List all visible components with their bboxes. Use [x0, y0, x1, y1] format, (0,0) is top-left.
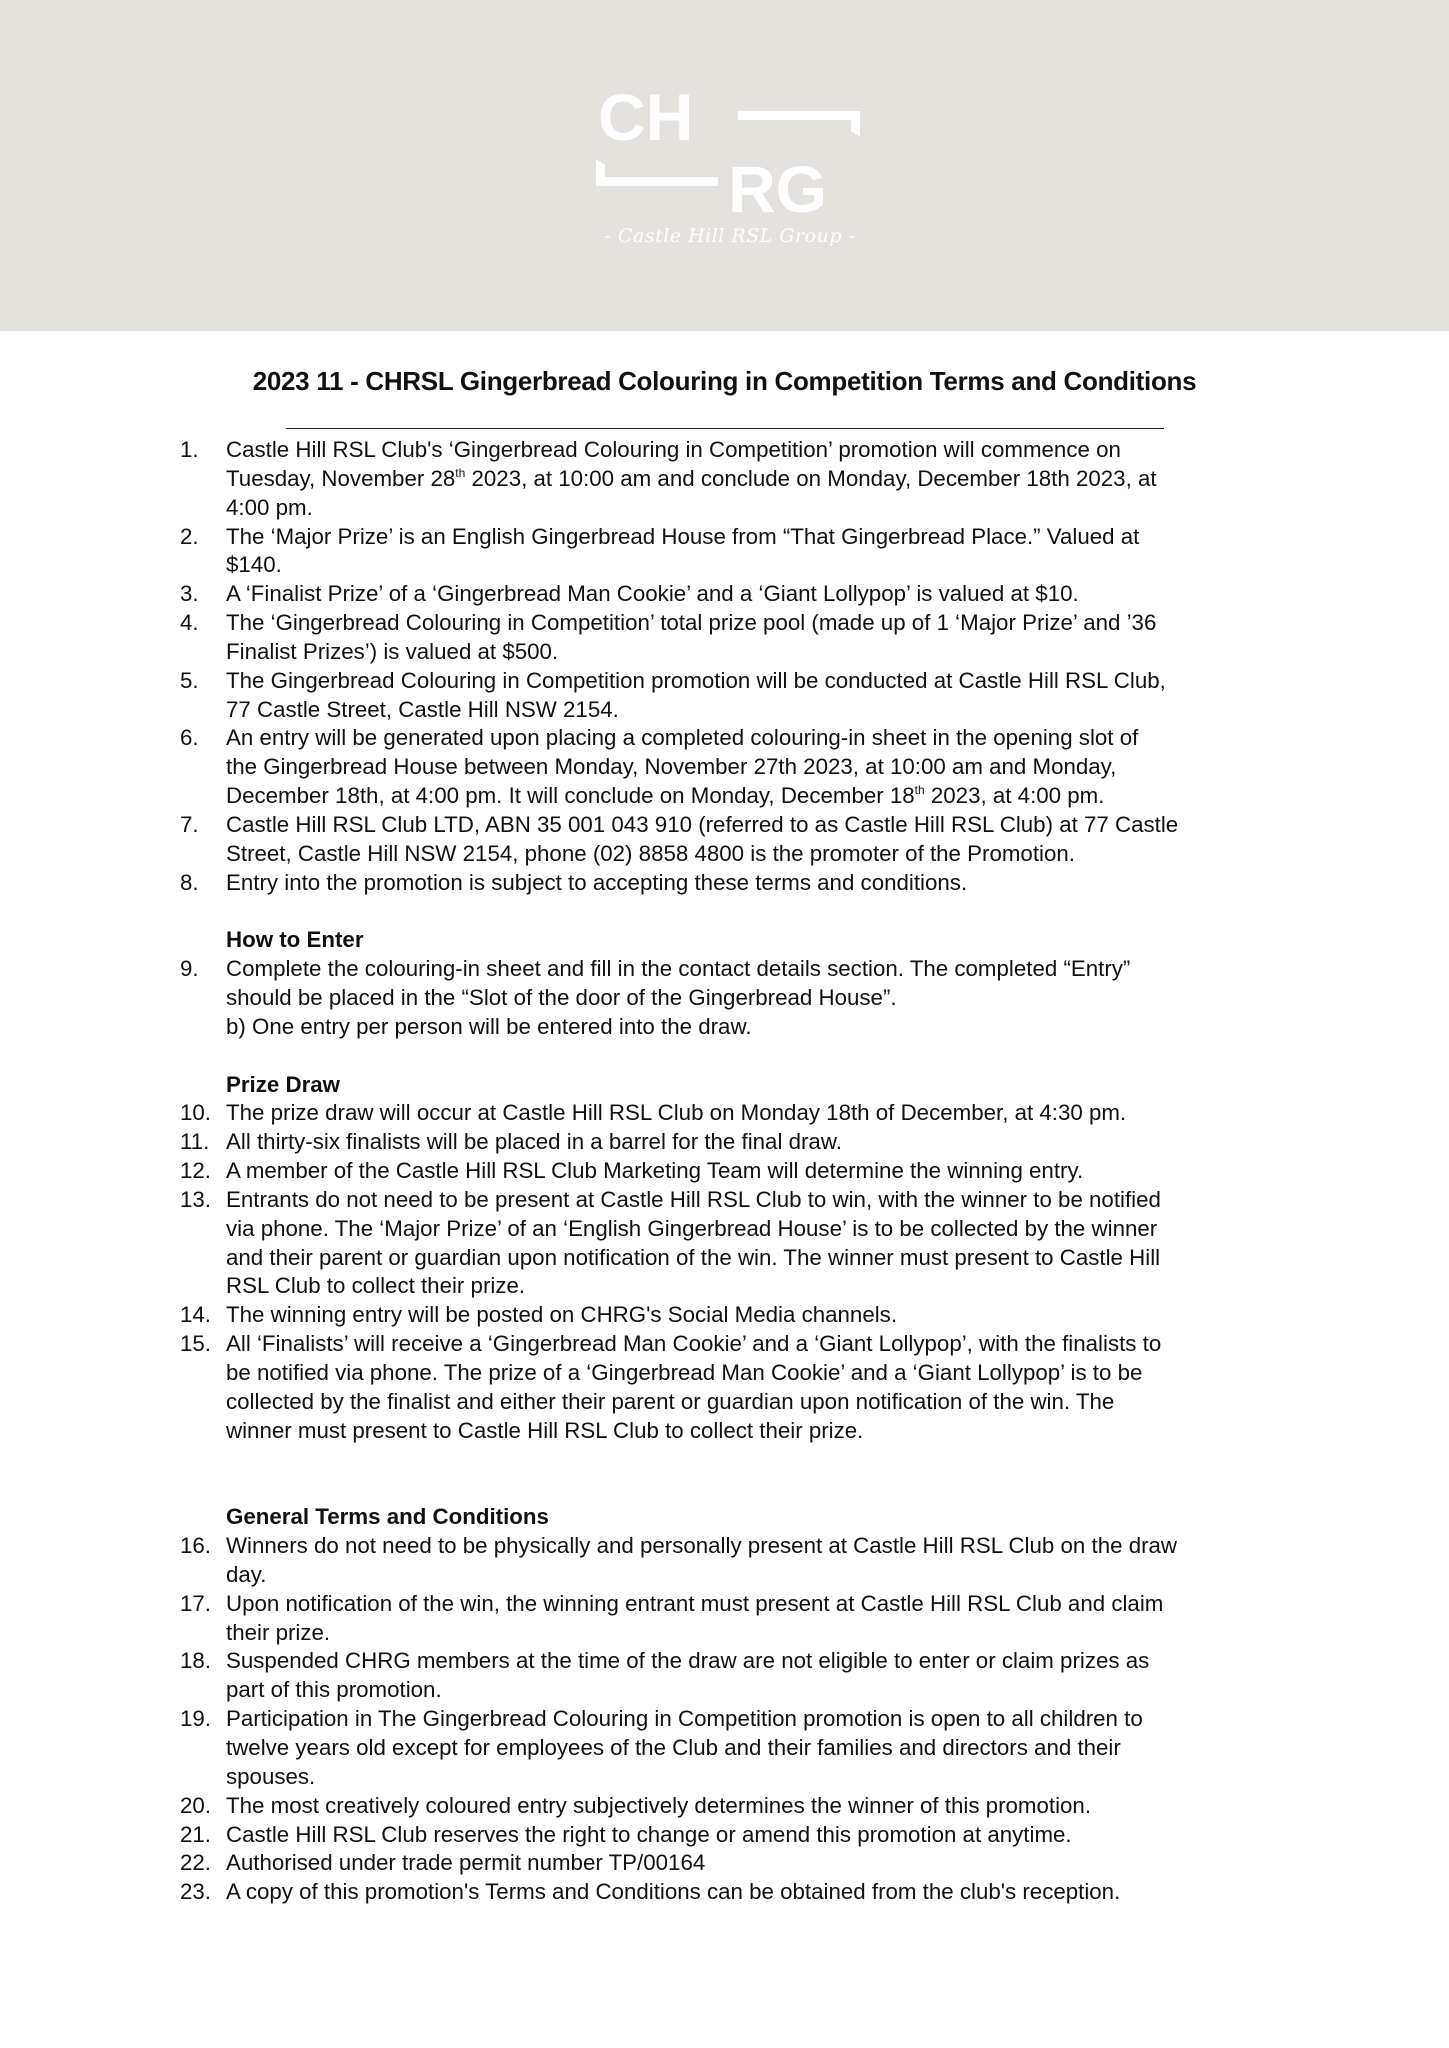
term-line: [0, 1388, 1449, 1417]
term-item: [0, 1849, 1449, 1878]
section-heading-row: [0, 1071, 1449, 1100]
term-line: [0, 1272, 1449, 1301]
header-band: [0, 0, 1449, 331]
term-number: 8.: [180, 869, 199, 895]
text-segment: Entry into the promotion is subject to accepting these terms and conditions.: [226, 869, 968, 895]
text-segment: should be placed in the “Slot of the door of the Gingerbread House”.: [226, 985, 897, 1011]
text-segment: the Gingerbread House between Monday, November 27th 2023, at 10:00 am and Monday,: [226, 754, 1117, 780]
section-heading-row: [0, 926, 1449, 955]
term-line: [0, 724, 1449, 753]
section-heading-row: [0, 1503, 1449, 1532]
term-line: [0, 1532, 1449, 1561]
term-item: [0, 724, 1449, 811]
text-segment: 2023, at 10:00 am and conclude on Monday, December 18th 2023, at: [465, 465, 1157, 491]
text-segment: A copy of this promotion's Terms and Conditions can be obtained from the club's reception.: [226, 1879, 1121, 1905]
term-item: [0, 869, 1449, 898]
term-line: [0, 1359, 1449, 1388]
term-line: [0, 753, 1449, 782]
term-line: [0, 1186, 1449, 1215]
text-segment: their prize.: [226, 1619, 331, 1645]
term-item: [0, 955, 1449, 1042]
text-segment: A ‘Finalist Prize’ of a ‘Gingerbread Man Cookie’ and a ‘Giant Lollypop’ is valued at $10.: [226, 581, 1079, 607]
term-number: 2.: [180, 523, 199, 549]
term-text: [226, 1388, 1114, 1417]
term-number: 3.: [180, 581, 199, 607]
chrg-logo-mark: [590, 85, 870, 225]
text-segment: Upon notification of the win, the winning entrant must present at Castle Hill RSL Club and claim: [226, 1590, 1164, 1616]
text-segment: and their parent or guardian upon notification of the win. The winner must present to Castle Hill: [226, 1244, 1161, 1270]
term-text: [226, 1763, 315, 1792]
text-segment: Castle Hill RSL Club's ‘Gingerbread Colouring in Competition’ promotion will commence on: [226, 437, 1121, 462]
term-line: [0, 1590, 1449, 1619]
text-segment: part of this promotion.: [226, 1677, 442, 1703]
text-segment: All ‘Finalists’ will receive a ‘Gingerbread Man Cookie’ and a ‘Giant Lollypop’, with the finalists to: [226, 1331, 1162, 1357]
term-line: [0, 436, 1449, 465]
text-segment: spouses.: [226, 1763, 316, 1789]
term-line: [0, 869, 1449, 898]
term-text: [226, 609, 1156, 638]
term-item: [0, 1821, 1449, 1850]
term-line: [0, 551, 1449, 580]
text-segment: Tuesday, November 28: [226, 465, 456, 491]
text-segment: Street, Castle Hill NSW 2154, phone (02) 8858 4800 is the promoter of the Promotion.: [226, 840, 1075, 866]
term-line: [0, 1301, 1449, 1330]
term-item: [0, 1186, 1449, 1301]
term-text: [226, 1272, 525, 1301]
term-line: [0, 1878, 1449, 1907]
term-text: [226, 436, 1121, 465]
term-text: [226, 782, 1104, 811]
text-segment: Finalist Prizes’) is valued at $500.: [226, 638, 559, 664]
term-text: [226, 1705, 1143, 1734]
term-item: [0, 580, 1449, 609]
text-segment: via phone. The ‘Major Prize’ of an ‘English Gingerbread House’ is to be collected by the winner: [226, 1215, 1158, 1241]
term-number: 16.: [180, 1533, 211, 1559]
term-text: [226, 696, 619, 725]
blank-line: [0, 1042, 1449, 1071]
text-segment: A member of the Castle Hill RSL Club Marketing Team will determine the winning entry.: [226, 1158, 1084, 1184]
term-number: 22.: [180, 1850, 211, 1876]
term-number: 14.: [180, 1302, 211, 1328]
term-text: [226, 869, 967, 898]
term-number: 7.: [180, 811, 199, 837]
term-line: [0, 667, 1449, 696]
text-segment: Suspended CHRG members at the time of the draw are not eligible to enter or claim prizes as: [226, 1648, 1150, 1674]
term-line: [0, 580, 1449, 609]
term-item: [0, 1157, 1449, 1186]
term-text: [226, 1878, 1120, 1907]
term-text: [226, 523, 1139, 552]
logo-tagline: - Castle Hill RSL Group -: [604, 225, 856, 247]
term-text: [226, 1157, 1083, 1186]
term-item: [0, 667, 1449, 725]
term-text: [226, 1647, 1149, 1676]
term-line: [0, 1561, 1449, 1590]
term-line: [0, 1330, 1449, 1359]
text-segment: $140.: [226, 552, 282, 578]
term-text: [226, 1821, 1072, 1850]
ordinal-superscript: th: [914, 783, 925, 798]
term-text: [226, 1417, 863, 1446]
text-segment: day.: [226, 1561, 267, 1587]
term-text: [226, 667, 1166, 696]
term-text: [226, 1330, 1161, 1359]
term-line: [0, 840, 1449, 869]
term-text: [226, 811, 1178, 840]
term-number: 21.: [180, 1821, 211, 1847]
text-segment: Authorised under trade permit number TP/00164: [226, 1850, 706, 1876]
text-segment: The prize draw will occur at Castle Hill RSL Club on Monday 18th of December, at 4:30 pm.: [226, 1100, 1127, 1126]
chrg-logo: [590, 85, 870, 265]
term-line: [0, 465, 1449, 494]
ordinal-superscript: th: [455, 465, 466, 480]
text-segment: be notified via phone. The prize of a ‘Gingerbread Man Cookie’ and a ‘Giant Lollypop’ is to be: [226, 1360, 1143, 1385]
terms-list: [0, 436, 1449, 1907]
term-text: [226, 1619, 330, 1648]
term-text: [226, 1359, 1142, 1388]
term-line: [0, 1647, 1449, 1676]
term-text: [226, 1128, 842, 1157]
term-number: 20.: [180, 1792, 211, 1818]
term-line: [0, 955, 1449, 984]
term-text: [226, 984, 897, 1013]
text-segment: 4:00 pm.: [226, 494, 313, 520]
section-heading: Prize Draw: [226, 1071, 341, 1097]
term-number: 17.: [180, 1590, 211, 1616]
term-line: [0, 1244, 1449, 1273]
term-line: [0, 523, 1449, 552]
text-segment: Castle Hill RSL Club LTD, ABN 35 001 043 910 (referred to as Castle Hill RSL Club) at 77 Castle: [226, 811, 1179, 837]
text-segment: December 18th, at 4:00 pm. It will conclude on Monday, December 18: [226, 783, 915, 809]
term-text: [226, 955, 1130, 984]
term-text: [226, 1532, 1177, 1561]
term-item: [0, 1301, 1449, 1330]
term-number: 18.: [180, 1648, 211, 1674]
term-item: [0, 436, 1449, 523]
text-segment: An entry will be generated upon placing a completed colouring-in sheet in the opening slot of: [226, 725, 1139, 751]
term-item: [0, 1532, 1449, 1590]
section-heading: How to Enter: [226, 927, 364, 953]
text-segment: RSL Club to collect their prize.: [226, 1273, 526, 1299]
text-segment: The ‘Gingerbread Colouring in Competition’ total prize pool (made up of 1 ‘Major Prize’ and ’36: [226, 610, 1157, 636]
text-segment: Winners do not need to be physically and personally present at Castle Hill RSL Club on the draw: [226, 1533, 1178, 1559]
term-item: [0, 1878, 1449, 1907]
term-line: [0, 1705, 1449, 1734]
term-item: [0, 609, 1449, 667]
term-text: [226, 1676, 442, 1705]
text-segment: Participation in The Gingerbread Colouring in Competition promotion is open to all children to: [226, 1706, 1143, 1732]
term-line: [0, 1128, 1449, 1157]
term-line: [0, 1619, 1449, 1648]
term-line: [0, 696, 1449, 725]
text-segment: The winning entry will be posted on CHRG's Social Media channels.: [226, 1302, 898, 1328]
text-segment: Castle Hill RSL Club reserves the right to change or amend this promotion at anytime.: [226, 1821, 1072, 1847]
term-item: [0, 1705, 1449, 1792]
term-number: 5.: [180, 667, 199, 693]
text-segment: 77 Castle Street, Castle Hill NSW 2154.: [226, 696, 619, 722]
blank-line: [0, 1446, 1449, 1475]
term-line: [0, 638, 1449, 667]
term-text: [226, 1792, 1091, 1821]
term-line: [0, 609, 1449, 638]
term-item: [0, 1128, 1449, 1157]
text-segment: All thirty-six finalists will be placed in a barrel for the final draw.: [226, 1129, 842, 1155]
term-line: [0, 782, 1449, 811]
blank-line: [0, 898, 1449, 927]
term-text: [226, 638, 558, 667]
term-text: [226, 551, 282, 580]
term-number: 13.: [180, 1186, 211, 1212]
term-line: [0, 1157, 1449, 1186]
blank-line: [0, 1474, 1449, 1503]
text-segment: 2023, at 4:00 pm.: [924, 783, 1105, 809]
term-item: [0, 523, 1449, 581]
term-text: [226, 1215, 1157, 1244]
text-segment: The Gingerbread Colouring in Competition promotion will be conducted at Castle Hill RSL Club,: [226, 667, 1166, 693]
term-text: [226, 1561, 267, 1590]
logo-rg: RG: [728, 152, 827, 225]
term-text: [226, 1013, 752, 1042]
term-number: 11.: [180, 1129, 210, 1155]
term-line: [0, 1734, 1449, 1763]
term-number: 1.: [180, 437, 199, 462]
term-number: 19.: [180, 1706, 211, 1732]
term-number: 4.: [180, 610, 199, 636]
text-segment: winner must present to Castle Hill RSL Club to collect their prize.: [226, 1417, 864, 1443]
term-number: 23.: [180, 1879, 211, 1905]
term-text: [226, 753, 1116, 782]
term-line: [0, 1849, 1449, 1878]
term-number: 15.: [180, 1331, 211, 1357]
term-text: [226, 1186, 1161, 1215]
term-line: [0, 811, 1449, 840]
term-line: [0, 1821, 1449, 1850]
term-item: [0, 1792, 1449, 1821]
text-segment: b) One entry per person will be entered into the draw.: [226, 1013, 752, 1039]
term-text: [226, 840, 1075, 869]
term-text: [226, 1301, 897, 1330]
term-text: [226, 1244, 1160, 1273]
text-segment: Entrants do not need to be present at Castle Hill RSL Club to win, with the winner to be notified: [226, 1186, 1161, 1212]
term-text: [226, 494, 313, 523]
term-item: [0, 1330, 1449, 1445]
term-item: [0, 1590, 1449, 1648]
document-title: 2023 11 - CHRSL Gingerbread Colouring in Competition Terms and Conditions: [252, 366, 1197, 396]
text-segment: The most creatively coloured entry subjectively determines the winner of this promotion.: [226, 1792, 1092, 1818]
term-text: [226, 724, 1138, 753]
text-segment: twelve years old except for employees of the Club and their families and directors and their: [226, 1734, 1121, 1760]
term-number: 9.: [180, 956, 199, 982]
text-segment: Complete the colouring-in sheet and fill in the contact details section. The completed “Entry”: [226, 956, 1131, 982]
term-number: 12.: [180, 1158, 211, 1184]
term-text: [226, 1734, 1121, 1763]
term-item: [0, 1099, 1449, 1128]
term-line: [0, 1676, 1449, 1705]
term-item: [0, 1647, 1449, 1705]
term-line: [0, 984, 1449, 1013]
term-number: 10.: [180, 1100, 211, 1126]
term-item: [0, 811, 1449, 869]
term-line: [0, 494, 1449, 523]
term-line: [0, 1215, 1449, 1244]
term-text: [226, 1849, 705, 1878]
title-divider: [286, 428, 1164, 429]
term-line: [0, 1792, 1449, 1821]
term-text: [226, 580, 1079, 609]
term-line: [0, 1013, 1449, 1042]
term-text: [226, 1099, 1126, 1128]
term-text: [226, 1590, 1163, 1619]
term-line: [0, 1763, 1449, 1792]
term-text: [226, 465, 1157, 494]
text-segment: The ‘Major Prize’ is an English Gingerbread House from “That Gingerbread Place.” Valued at: [226, 523, 1140, 549]
text-segment: collected by the finalist and either their parent or guardian upon notification of the win. The: [226, 1388, 1115, 1414]
logo-ch: CH: [598, 85, 694, 154]
term-line: [0, 1417, 1449, 1446]
term-number: 6.: [180, 725, 199, 751]
section-heading: General Terms and Conditions: [226, 1504, 549, 1530]
term-line: [0, 1099, 1449, 1128]
